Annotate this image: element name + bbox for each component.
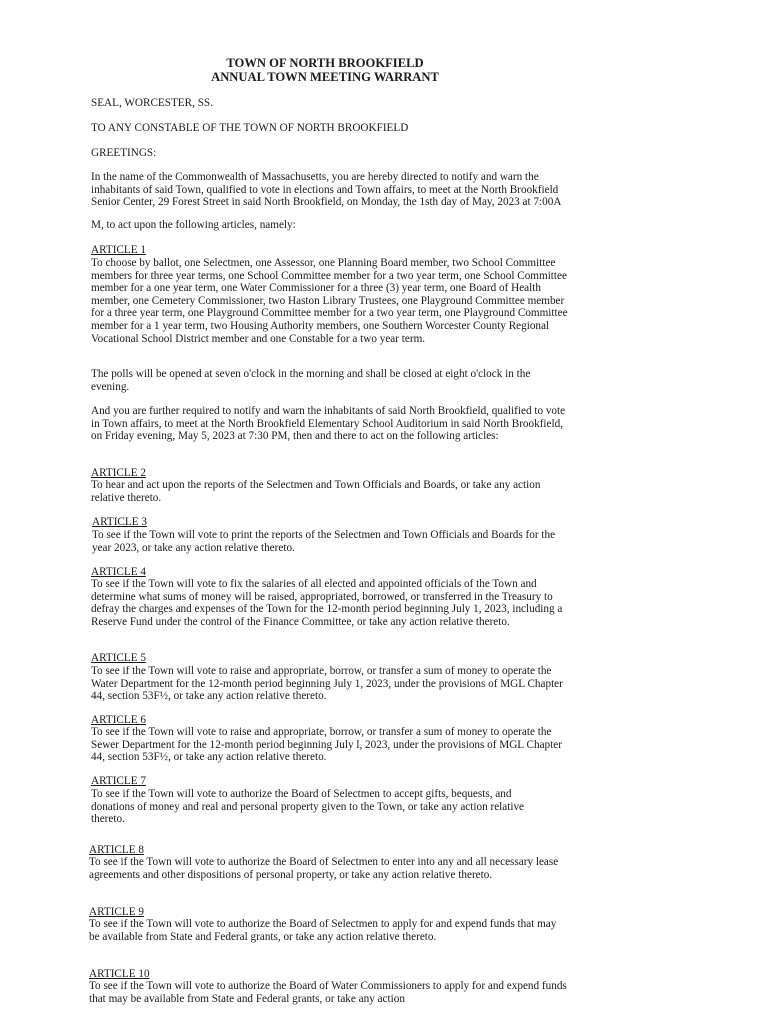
document-subtitle: ANNUAL TOWN MEETING WARRANT bbox=[211, 70, 439, 84]
article-body: To choose by ballot, one Selectmen, one Assessor, one Planning Board member, two School Committee members for three year terms, one School Committee member for a two year term, one School Committee member for a one year term, one Water Commissioner for a three (3) year term, one Board of Health member, one Cemetery Commissioner, two Haston Library Trustees, one Playground Committee member for a three year term, one Playground Committee member for a two year term, one Playground Committee member for a 1 year term, two Housing Authority members, one Southern Worcester County Regional Vocational School District member and one Constable for a two year term. bbox=[91, 257, 568, 345]
article-body: To see if the Town will vote to authorize the Board of Water Commissioners to apply for and expend funds that may be available from State and Federal grants, or take any action bbox=[89, 980, 567, 1005]
article-body: To hear and act upon the reports of the Selectmen and Town Officials and Boards, or take any action relative thereto. bbox=[91, 479, 541, 504]
addressee-line: TO ANY CONSTABLE OF THE TOWN OF NORTH BROOKFIELD bbox=[91, 122, 409, 134]
polls-paragraph: The polls will be opened at seven o'clock in the morning and shall be closed at eight o'clock in the evening. bbox=[91, 368, 531, 393]
article-body: To see if the Town will vote to authorize the Board of Selectmen to enter into any and all necessary lease agreements and other dispositions of personal property, or take any action relative thereto. bbox=[89, 856, 559, 881]
article-heading: ARTICLE 6 bbox=[91, 714, 146, 726]
article-body: To see if the Town will vote to print the reports of the Selectmen and Town Officials and Boards for the year 2023, or take any action relative thereto. bbox=[92, 529, 556, 554]
article-body: To see if the Town will vote to authorize the Board of Selectmen to accept gifts, bequests, and donations of money and real and personal property given to the Town, or take any action relative thereto. bbox=[91, 788, 525, 826]
article-heading: ARTICLE 9 bbox=[89, 906, 144, 918]
article-heading: ARTICLE 4 bbox=[91, 566, 146, 578]
article-heading: ARTICLE 1 bbox=[91, 244, 146, 256]
intro-paragraph-tail: M, to act upon the following articles, namely: bbox=[91, 219, 296, 231]
article-body: To see if the Town will vote to raise and appropriate, borrow, or transfer a sum of money to operate the Sewer Department for the 12-month period beginning July l, 2023, under the provisions of MGL Chapter 44, section 53F½, or take any action relative thereto. bbox=[91, 726, 562, 764]
article-body: To see if the Town will vote to fix the salaries of all elected and appointed officials of the Town and determine what sums of money will be raised, appropriated, borrowed, or transferred in the Treasury to defray the charges and expenses of the Town for the 12-month period beginning July 1, 2023, including a Reserve Fund under the control of the Finance Committee, or take any action relative thereto. bbox=[91, 578, 563, 628]
greetings-line: GREETINGS: bbox=[91, 147, 157, 159]
article-heading: ARTICLE 7 bbox=[91, 775, 146, 787]
article-body: To see if the Town will vote to authorize the Board of Selectmen to apply for and expend funds that may be available from State and Federal grants, or take any action relative thereto. bbox=[89, 918, 557, 943]
article-heading: ARTICLE 3 bbox=[92, 516, 147, 528]
seal-line: SEAL, WORCESTER, SS. bbox=[91, 97, 213, 109]
article-heading: ARTICLE 2 bbox=[91, 467, 146, 479]
intro-paragraph: In the name of the Commonwealth of Massachusetts, you are hereby directed to notify and warn the inhabitants of said Town, qualified to vote in elections and Town affairs, to meet at the North Brookfield Senior Center, 29 Forest Street in said North Brookfield, on Monday, the 1sth day of May, 2023 at 7:00A bbox=[91, 171, 562, 209]
article-heading: ARTICLE 5 bbox=[91, 652, 146, 664]
document-title: TOWN OF NORTH BROOKFIELD bbox=[226, 56, 424, 70]
meeting-paragraph: And you are further required to notify and warn the inhabitants of said North Brookfield, qualified to vote in Town affairs, to meet at the North Brookfield Elementary School Auditorium in said North Brookfield, on Friday evening, May 5, 2023 at 7:30 PM, then and there to act on the following articles: bbox=[91, 405, 566, 443]
article-heading: ARTICLE 8 bbox=[89, 844, 144, 856]
article-body: To see if the Town will vote to raise and appropriate, borrow, or transfer a sum of money to operate the Water Department for the 12-month period beginning July 1, 2023, under the provisions of MGL Chapter 44, section 53F½, or take any action relative thereto. bbox=[91, 665, 563, 703]
article-heading: ARTICLE 10 bbox=[89, 968, 150, 980]
